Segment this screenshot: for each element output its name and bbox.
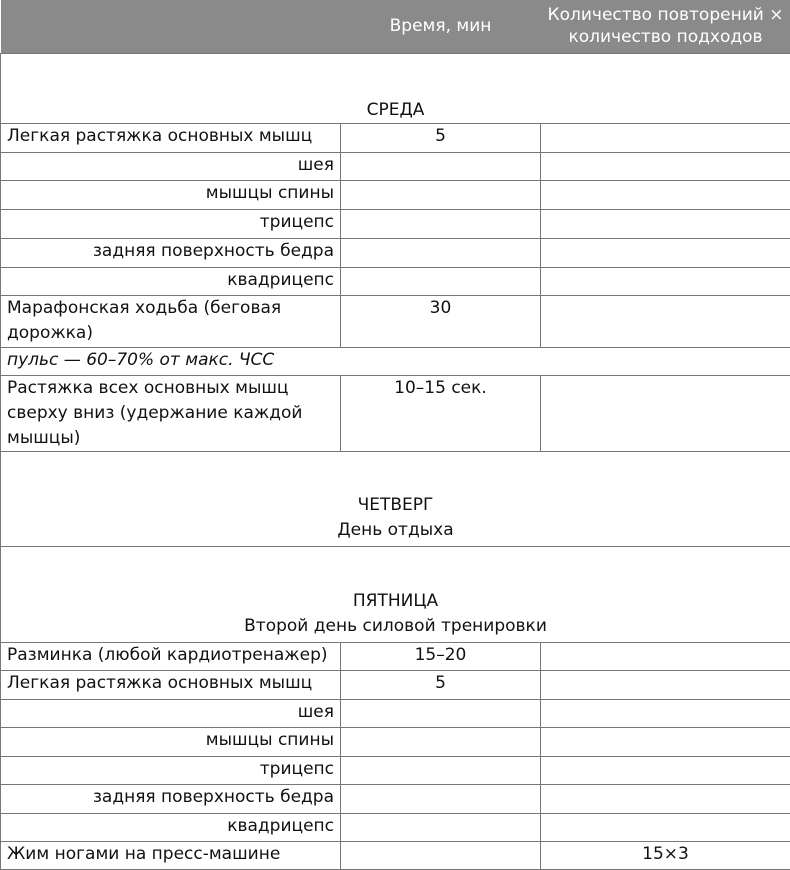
table-row (1, 642, 790, 670)
header-name (1, 0, 341, 53)
exercise-reps (541, 699, 790, 727)
exercise-time (341, 267, 541, 295)
exercise-time: 30 (341, 295, 541, 347)
exercise-reps (541, 813, 790, 841)
header-reps: Количество повторений × количество подходов (541, 0, 790, 53)
table-row (1, 375, 790, 451)
exercise-time (341, 727, 541, 756)
exercise-reps (541, 670, 790, 699)
exercise-time (341, 180, 541, 209)
exercise-name: задняя поверхность бедра (1, 784, 341, 813)
exercise-reps (541, 123, 790, 152)
exercise-time (341, 152, 541, 180)
table-row (1, 727, 790, 756)
exercise-name: трицепс (1, 756, 341, 784)
exercise-reps (541, 375, 790, 451)
heart-rate-note: пульс — 60–70% от макс. ЧСС (1, 347, 790, 375)
exercise-time: 5 (341, 670, 541, 699)
exercise-name: мышцы спины (1, 180, 341, 209)
table-row (1, 699, 790, 727)
exercise-time (341, 841, 541, 869)
note-row (1, 347, 790, 375)
exercise-time (341, 756, 541, 784)
exercise-reps (541, 642, 790, 670)
exercise-reps (541, 152, 790, 180)
exercise-name: шея (1, 699, 341, 727)
exercise-reps (541, 209, 790, 238)
header-time: Время, мин (341, 0, 541, 53)
table-row (1, 152, 790, 180)
exercise-name: Легкая растяжка основных мышц (1, 123, 341, 152)
day-title: ЧЕТВЕРГ (7, 493, 784, 518)
table-row (1, 841, 790, 869)
exercise-name: мышцы спины (1, 727, 341, 756)
exercise-reps (541, 267, 790, 295)
exercise-name: трицепс (1, 209, 341, 238)
day-title: СРЕДА (367, 100, 425, 120)
exercise-name: задняя поверхность бедра (1, 238, 341, 267)
table-row (1, 295, 790, 347)
table-row (1, 756, 790, 784)
exercise-name: шея (1, 152, 341, 180)
day-header-wednesday (1, 53, 790, 123)
exercise-name: Марафонская ходьба (беговая дорожка) (1, 295, 341, 347)
day-header-friday (1, 546, 790, 642)
exercise-name: Разминка (любой кардиотренажер) (1, 642, 341, 670)
table-row (1, 209, 790, 238)
exercise-time: 5 (341, 123, 541, 152)
exercise-reps (541, 238, 790, 267)
exercise-name: Жим ногами на пресс-машине (1, 841, 341, 869)
exercise-time (341, 238, 541, 267)
day-title: ПЯТНИЦА (7, 589, 784, 614)
exercise-time (341, 699, 541, 727)
exercise-time (341, 813, 541, 841)
exercise-reps (541, 727, 790, 756)
table-row (1, 123, 790, 152)
table-row (1, 670, 790, 699)
exercise-name: Растяжка всех основных мышц сверху вниз (удержание каждой мышцы) (1, 375, 341, 451)
exercise-time: 10–15 сек. (341, 375, 541, 451)
exercise-reps: 15×3 (541, 841, 790, 869)
exercise-time: 15–20 (341, 642, 541, 670)
table-row (1, 180, 790, 209)
exercise-name: Легкая растяжка основных мышц (1, 670, 341, 699)
day-subtitle: День отдыха (7, 518, 784, 543)
exercise-name: квадрицепс (1, 813, 341, 841)
exercise-time (341, 209, 541, 238)
table-row (1, 267, 790, 295)
day-subtitle: Второй день силовой тренировки (7, 614, 784, 639)
exercise-reps (541, 756, 790, 784)
exercise-name: квадрицепс (1, 267, 341, 295)
exercise-time (341, 784, 541, 813)
exercise-reps (541, 180, 790, 209)
table-row (1, 238, 790, 267)
table-row (1, 813, 790, 841)
table-row (1, 784, 790, 813)
table-header (1, 0, 790, 53)
exercise-reps (541, 295, 790, 347)
day-header-thursday (1, 451, 790, 546)
exercise-reps (541, 784, 790, 813)
